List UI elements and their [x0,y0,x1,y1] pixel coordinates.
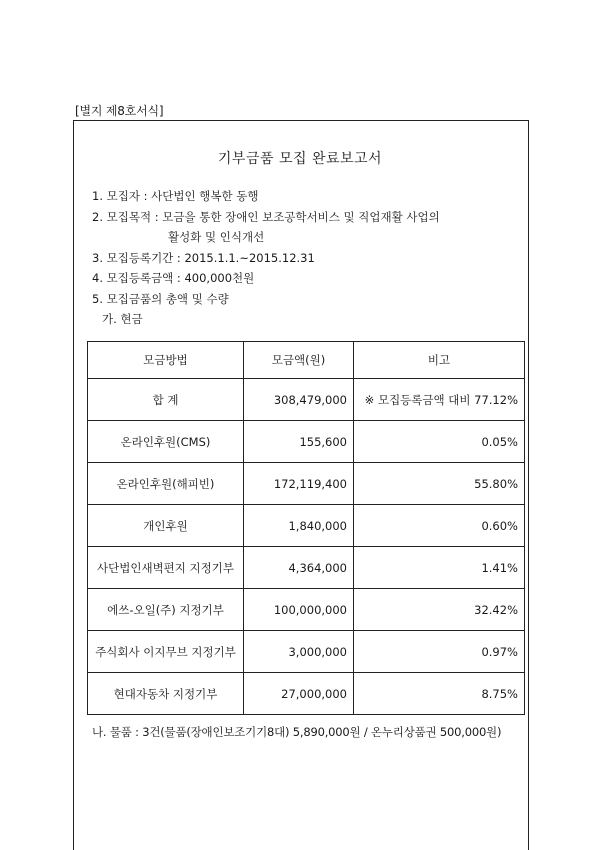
cell-amount: 27,000,000 [244,673,354,715]
cell-note: 1.41% [354,547,525,589]
report-items [92,186,440,330]
header-method: 모금방법 [88,342,244,379]
table-row [88,505,525,547]
cell-note: ※ 모집등록금액 대비 77.12% [354,379,525,421]
purpose-line: 2. 모집목적 : 모금을 통한 장애인 보조공학서비스 및 직업재활 사업의 [92,209,440,224]
cell-note: 0.05% [354,421,525,463]
cell-method: 개인후원 [88,505,244,547]
table-row [88,631,525,673]
cell-amount: 308,479,000 [244,379,354,421]
cell-method: 에쓰-오일(주) 지정기부 [88,589,244,631]
period-line: 3. 모집등록기간 : 2015.1.1.~2015.12.31 [92,250,315,265]
cash-heading: 가. 현금 [102,312,143,326]
table-row [88,421,525,463]
table-row [88,379,525,421]
cell-note: 55.80% [354,463,525,505]
table-row [88,547,525,589]
header-amount: 모금액(원) [244,342,354,379]
cell-amount: 155,600 [244,421,354,463]
page-title: 기부금품 모집 완료보고서 [217,151,383,167]
cell-amount: 4,364,000 [244,547,354,589]
total-heading: 5. 모집금품의 총액 및 수량 [92,291,229,306]
cell-note: 0.60% [354,505,525,547]
amount-line: 4. 모집등록금액 : 400,000천원 [92,271,255,285]
cell-method: 합 계 [88,379,244,421]
header-note: 비고 [354,342,525,379]
cell-note: 8.75% [354,673,525,715]
cell-method: 사단법인새벽편지 지정기부 [88,547,244,589]
cell-amount: 1,840,000 [244,505,354,547]
cell-method: 온라인후원(해피빈) [88,463,244,505]
cell-amount: 172,119,400 [244,463,354,505]
cell-amount: 3,000,000 [244,631,354,673]
organizer-line: 1. 모집자 : 사단법인 행복한 동행 [92,189,259,203]
cell-method: 온라인후원(CMS) [88,421,244,463]
cell-note: 32.42% [354,589,525,631]
table-row [88,589,525,631]
form-label: [별지 제8호서식] [75,104,164,118]
cell-method: 현대자동차 지정기부 [88,673,244,715]
table-header-row [88,342,525,379]
donation-table [87,341,525,715]
cell-method: 주식회사 이지무브 지정기부 [88,631,244,673]
purpose-line-continued: 활성화 및 인식개선 [168,230,265,244]
cell-note: 0.97% [354,631,525,673]
cell-amount: 100,000,000 [244,589,354,631]
table-row [88,463,525,505]
table-row [88,673,525,715]
goods-line: 나. 물품 : 3건(물품(장애인보조기기8대) 5,890,000원 / 온누리상품권 500,000원) [92,725,502,739]
